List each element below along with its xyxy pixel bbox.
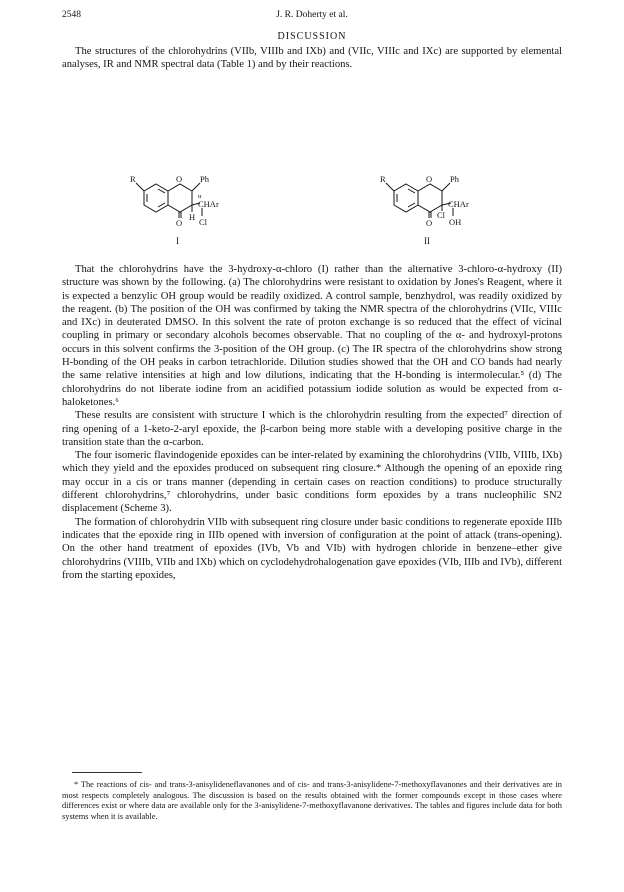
body-text	[62, 263, 562, 582]
paragraph-consistency: These results are consistent with structure I which is the chlorohydrin resulting from the expected⁷ direction of ring opening of a 1-keto-2-aryl epoxide, the β-carbon being more stable with a developing positive charge in the transition state than the α-carbon.	[62, 410, 562, 448]
structure-i-numeral: I	[176, 236, 179, 246]
structures-figure	[62, 158, 562, 254]
structure-ii-char-label: CHAr	[448, 199, 469, 209]
structures-svg	[62, 158, 562, 254]
structure-ii-carbonyl-oxygen: O	[426, 218, 433, 228]
structure-ii-oh-label: OH	[449, 217, 462, 227]
structure-ii-r-label: R	[380, 174, 386, 184]
structure-i-ring-oxygen: O	[176, 174, 183, 184]
structure-i-carbonyl-oxygen: O	[176, 218, 183, 228]
paragraph-formation: The formation of chlorohydrin VIIb with subsequent ring closure under basic conditions to regenerate epoxide IIIb indicates that the epoxide ring in IIIb opened with inversion of configuration at the point of attack (trans-opening). On the other hand treatment of epoxides (IVb, Vb and VIb) with hydrogen chloride in benzene–ether give chlorohydrins (VIIIb, VIIb and IXb) which on cyclodehydrohalogenation gave epoxides (VIb, IIIb and IVb), different from the starting epoxides,	[62, 516, 563, 581]
footnote-text: * The reactions of cis- and trans-3-anisylideneflavanones and of cis- and trans-3-anisylidene-7-methoxyflavanones and their derivatives are in most respects completely analogous. The discussion is based on the results obtained with the former compounds except in those cases where differences exist or where data are available only for the 3-anisylidene-7-methoxyflavanone derivatives. The tables and figures include data for both systems when it is available.	[62, 780, 562, 821]
structure-ii-ring-oxygen: O	[426, 174, 433, 184]
paragraph-isomers: The four isomeric flavindogenide epoxides can be inter-related by examining the chlorohydrins (VIIb, VIIIb, IXb) which they yield and the epoxides produced on subsequent ring closure.* Although the opening of an epoxide ring may occur in a cis or trans manner (depending in certain cases on reaction conditions) to produce structurally different chlorohydrins,⁷ chlorohydrins, under basic conditions form epoxides by a trans nucleophilic SN2 displacement (Scheme 3).	[62, 450, 562, 515]
footnote-rule	[72, 772, 142, 773]
page-number: 2548	[62, 10, 81, 20]
structure-ii-numeral: II	[424, 236, 430, 246]
page-header	[62, 10, 562, 24]
structure-i-h-label: H	[189, 212, 196, 222]
running-title: J. R. Doherty et al.	[276, 10, 348, 20]
paragraph-evidence: That the chlorohydrins have the 3-hydroxy-α-chloro (I) rather than the alternative 3-chloro-α-hydroxy (II) structure was shown by the following. (a) The chlorohydrins were resistant to oxidation by Jones's Reagent, where it is expected a benzylic OH group would be readily oxidized. A control sample, benzhydrol, was readily oxidized by the reagent. (b) The position of the OH was confirmed by taking the NMR spectra of the chlorohydrins (VIIc, VIIIc and IXc) in deuterated DMSO. In this solvent the rate of proton exchange is so reduced that the effect of vicinal coupling in primary or secondary alcohols becomes observable. That no coupling of the α- and hydroxyl-protons occurs in this solvent confirms the 3-position of the OH group. (c) The IR spectra of the chlorohydrins show strong H-bonding of the OH peaks in carbon tetrachloride. Dilution studies showed that the OH and CO bands had nearly the same relative intensities at high and low dilutions, indicating that the H-bonding is intermolecular.⁵ (d) The chlorohydrins do not liberate iodine from an acidified potassium iodide solution as would be expected from α-haloketones.⁶	[62, 264, 562, 408]
structure-i-ph-label: Ph	[200, 174, 209, 184]
section-title: DISCUSSION	[277, 31, 347, 42]
structure-i-alpha-label: α	[198, 193, 202, 200]
structure-i-r-label: R	[130, 174, 136, 184]
intro-paragraph-block	[62, 45, 562, 72]
structure-i-char-label: CHAr	[198, 199, 219, 209]
structure-ii-ph-label: Ph	[450, 174, 459, 184]
structure-ii-cl-label: Cl	[437, 210, 446, 220]
footnote-block	[62, 780, 562, 822]
intro-paragraph: The structures of the chlorohydrins (VIIb, VIIIb and IXb) and (VIIc, VIIIc and IXc) are supported by elemental analyses, IR and NMR spectral data (Table 1) and by their reactions.	[62, 46, 562, 71]
structure-i-cl-label: Cl	[199, 217, 208, 227]
